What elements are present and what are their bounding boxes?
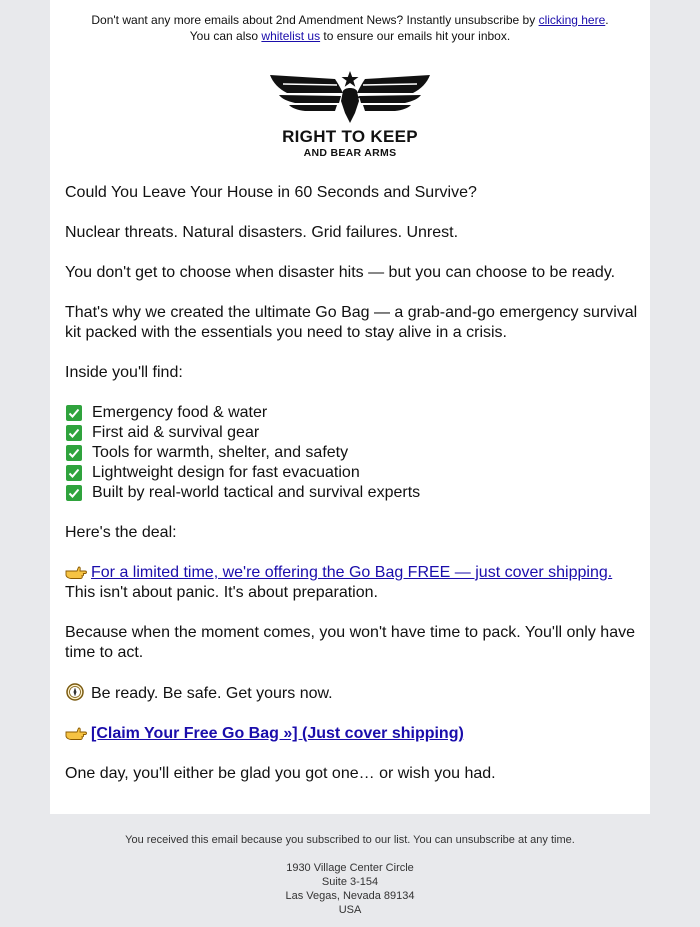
list-item: First aid & survival gear: [65, 423, 640, 443]
list-item: Lightweight design for fast evacuation: [65, 463, 640, 483]
whitelist-link[interactable]: whitelist us: [261, 28, 321, 43]
paragraph: That's why we created the ultimate Go Bag — a grab-and-go emergency survival kit packed with the essentials you need to stay alive in a crisis.: [65, 304, 638, 341]
claim-go-bag-link[interactable]: [Claim Your Free Go Bag »] (Just cover shipping): [91, 725, 464, 742]
eagle-emblem-icon: [265, 67, 435, 125]
offer-link[interactable]: For a limited time, we're offering the Go Bag FREE — just cover shipping.: [91, 564, 613, 581]
paragraph: Inside you'll find:: [65, 364, 183, 381]
address-line: Suite 3-154: [321, 876, 379, 888]
paragraph: Because when the moment comes, you won't have time to pack. You'll only have time to act.: [65, 624, 635, 661]
brand-logo: [265, 67, 435, 159]
paragraph: You don't get to choose when disaster hits — but you can choose to be ready.: [65, 264, 616, 281]
check-mark-icon: [66, 465, 82, 481]
preheader-line-2: You can also whitelist us to ensure our emails hit your inbox.: [189, 28, 511, 43]
list-item: Emergency food & water: [65, 403, 640, 423]
pointing-hand-icon: [65, 564, 87, 580]
paragraph: Here's the deal:: [65, 524, 177, 541]
address-line: USA: [338, 904, 362, 916]
ready-paragraph: Be ready. Be safe. Get yours now.: [65, 683, 640, 704]
cta-paragraph: [65, 724, 640, 744]
list-item: Tools for warmth, shelter, and safety: [65, 443, 640, 463]
check-mark-icon: [66, 445, 82, 461]
pointing-hand-icon: [65, 725, 87, 741]
email-card: [50, 0, 650, 814]
offer-paragraph: For a limited time, we're offering the Go Bag FREE — just cover shipping. This isn't about panic. It's about preparation.: [65, 564, 613, 601]
address-line: Las Vegas, Nevada 89134: [285, 890, 415, 902]
check-mark-icon: [66, 485, 82, 501]
compass-icon: [66, 683, 84, 701]
preheader: [50, 13, 650, 44]
headline: Could You Leave Your House in 60 Seconds and Survive?: [65, 184, 477, 201]
checklist: [65, 403, 640, 503]
unsubscribe-link[interactable]: clicking here: [538, 13, 606, 27]
email-body: [65, 183, 640, 804]
logo-title: RIGHT TO KEEP: [282, 127, 418, 146]
subscription-note: You received this email because you subscribed to our list. You can unsubscribe at any time.: [125, 834, 575, 846]
check-mark-icon: [66, 425, 82, 441]
list-item: Built by real-world tactical and survival experts: [65, 483, 640, 503]
address-line: 1930 Village Center Circle: [286, 862, 414, 874]
footer: [0, 834, 700, 917]
preheader-line-1: Don't want any more emails about 2nd Amendment News? Instantly unsubscribe by clicking here.: [91, 13, 609, 27]
check-mark-icon: [66, 405, 82, 421]
mailing-address: [0, 861, 700, 917]
paragraph: Nuclear threats. Natural disasters. Grid failures. Unrest.: [65, 224, 459, 241]
logo-subtitle: AND BEAR ARMS: [303, 147, 397, 159]
closing-paragraph: One day, you'll either be glad you got one… or wish you had.: [65, 765, 496, 782]
